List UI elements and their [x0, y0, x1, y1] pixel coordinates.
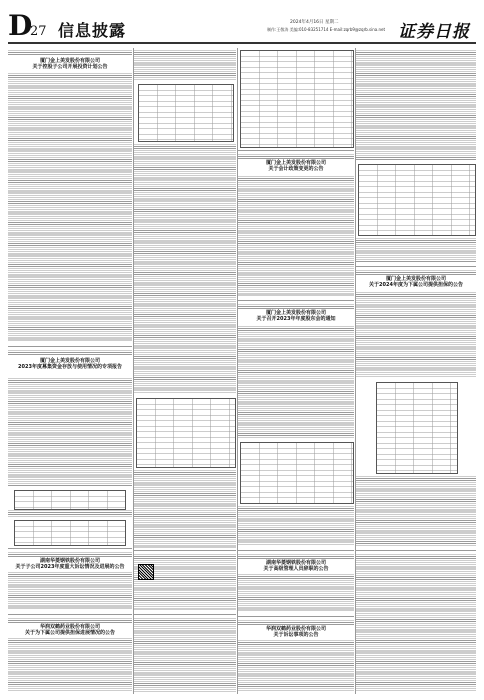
column-2: [134, 48, 236, 694]
article-title: 关于2024年度为下属公司提供担保的公告: [369, 282, 463, 288]
article-body: [238, 574, 354, 612]
article-9: [238, 618, 354, 694]
article-company: 厦门金上美发股份有限公司: [265, 160, 326, 166]
article-divider: [134, 550, 236, 551]
editor-line: 制作:王敬涛 美编:010-83251714 E-mail:zqrb9@zqrb.sina.net: [267, 27, 386, 32]
article-divider: [238, 616, 354, 617]
article-body: [8, 572, 132, 610]
article-title: 关于控股子公司开展投资计划公告: [32, 64, 108, 70]
article-body: [8, 73, 132, 341]
article-divider: [8, 614, 132, 615]
article-title: 关于子公司2023年度重大诉讼情况及进展的公告: [15, 564, 125, 570]
article-2: [8, 348, 132, 546]
header-rule: [8, 42, 476, 44]
article-7: [238, 552, 354, 614]
article-title: 关于诉讼事项的公告: [273, 632, 319, 638]
article-meta-lines: [238, 154, 354, 159]
article-body: [134, 50, 236, 80]
article-body: [8, 638, 132, 692]
article-company: 华润双鹤药业股份有限公司: [39, 624, 100, 630]
article-body: [356, 554, 476, 692]
article-body: [356, 238, 476, 262]
article-company: 厦门金上美发股份有限公司: [39, 358, 100, 364]
article-divider: [238, 150, 354, 151]
article-body: [238, 506, 354, 546]
article-meta-lines: [8, 350, 132, 356]
article-meta-lines: [356, 270, 476, 275]
data-table: [376, 382, 458, 474]
article-body: [356, 50, 476, 160]
article-divider: [356, 266, 476, 267]
issue-date: 2024年4月16日 星期二: [290, 20, 339, 25]
article-body: [8, 378, 132, 486]
article-title: 关于会计政策变更的公告: [268, 166, 324, 172]
article-meta-lines: [238, 554, 354, 559]
article-company: 厦门金上美发股份有限公司: [385, 276, 446, 282]
article-1: [8, 48, 132, 344]
article-divider: [356, 550, 476, 551]
article-title: 关于召开2023年年度股东会的通知: [256, 316, 336, 322]
article-meta-lines: [238, 620, 354, 625]
article-company: 厦门金上美发股份有限公司: [39, 58, 100, 64]
article-body: [8, 510, 132, 518]
article-body: [134, 144, 236, 394]
article-company: 厦门金上美发股份有限公司: [265, 310, 326, 316]
column-4: [356, 48, 476, 694]
data-table: [240, 50, 354, 148]
article-company: 湖南华菱钢铁股份有限公司: [39, 558, 100, 564]
article-divider: [8, 346, 132, 347]
article-divider: [8, 548, 132, 549]
article-8: [8, 616, 132, 694]
article-body: [238, 176, 354, 296]
column-3: [238, 48, 354, 694]
article-3: [238, 152, 354, 298]
article-body: [134, 618, 236, 692]
qr-code: [138, 564, 154, 580]
article-body: [134, 554, 236, 610]
article-meta-lines: [238, 304, 354, 309]
page-number: 27: [30, 24, 47, 39]
article-body: [356, 476, 476, 546]
article-divider: [238, 550, 354, 551]
data-table: [14, 520, 126, 546]
article-meta-lines: [8, 618, 132, 623]
data-table: [358, 164, 476, 236]
article-title: 2023年度募集资金存放与使用情况的专项报告: [18, 364, 122, 370]
article-body: [356, 292, 476, 378]
article-divider: [134, 614, 236, 615]
page-header: [0, 0, 484, 44]
newspaper-logo: 证券日报: [398, 22, 470, 42]
section-title: 信息披露: [58, 21, 127, 40]
article-title: 关于为下属公司提供担保进展情况的公告: [24, 630, 115, 636]
article-body: [238, 326, 354, 438]
article-title: 关于高级管理人员辞职的公告: [263, 566, 329, 572]
article-body: [134, 470, 236, 548]
page-letter: D: [8, 9, 33, 42]
article-5: [356, 268, 476, 548]
data-table: [14, 490, 126, 510]
article-body: [238, 640, 354, 692]
article-company: 湖南华菱钢铁股份有限公司: [265, 560, 326, 566]
data-table: [240, 442, 354, 504]
article-4: [238, 302, 354, 548]
column-1: [8, 48, 132, 694]
article-divider: [238, 300, 354, 301]
data-table: [138, 84, 234, 142]
article-meta-lines: [8, 50, 132, 56]
article-6: [8, 550, 132, 612]
data-table: [136, 398, 236, 468]
article-company: 华润双鹤药业股份有限公司: [265, 626, 326, 632]
article-meta-lines: [8, 552, 132, 557]
